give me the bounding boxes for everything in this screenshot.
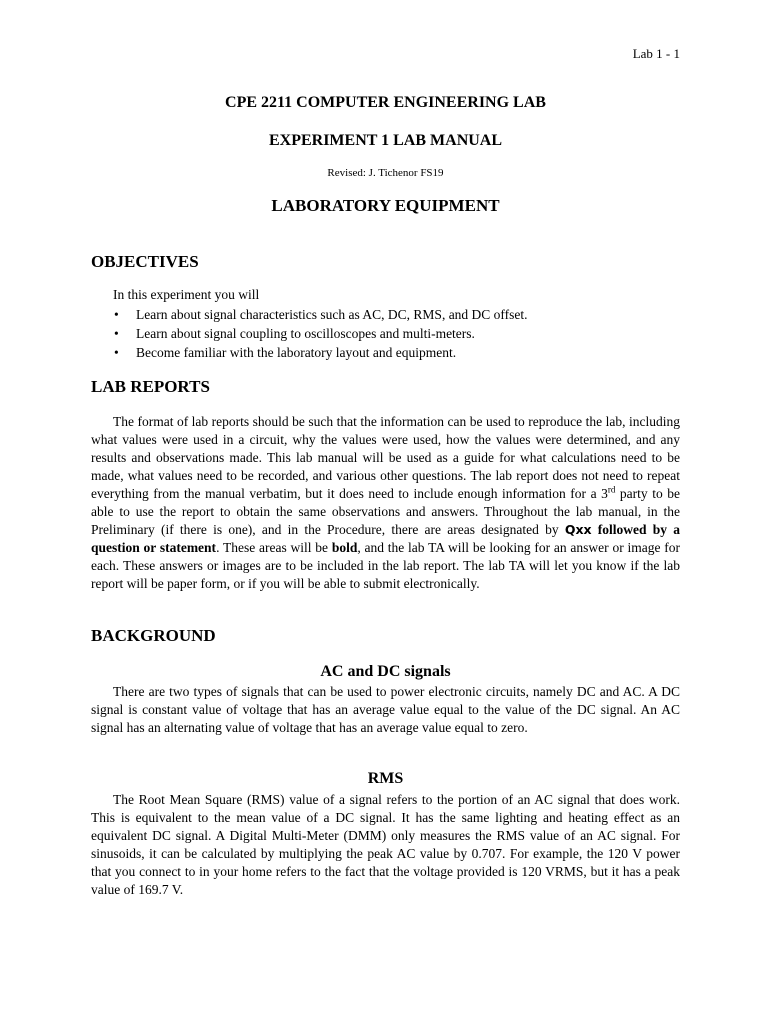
lab-reports-text-3: . These areas will be [216, 540, 332, 555]
lab-reports-text-4: , and the lab TA will be looking for an answer or image for each. These answers or images are to be included in the lab report. The lab TA will let you know if the lab report will be paper form, or if you will be able to submit electronically. [91, 540, 680, 591]
page-number: Lab 1 - 1 [632, 46, 680, 61]
course-title: CPE 2211 COMPUTER ENGINEERING LAB [225, 94, 546, 111]
lab-reports-paragraph [91, 413, 680, 593]
list-item [113, 324, 528, 343]
topic-title: LABORATORY EQUIPMENT [271, 196, 500, 215]
qxx-marker: Qxx [564, 522, 592, 537]
objectives-heading: OBJECTIVES [91, 252, 199, 271]
objective-text: Learn about signal characteristics such as AC, DC, RMS, and DC offset. [136, 307, 528, 322]
bullet-icon: • [114, 326, 119, 341]
background-heading: BACKGROUND [91, 626, 216, 645]
acdc-paragraph: There are two types of signals that can be used to power electronic circuits, namely DC and AC. A DC signal is constant value of voltage that has an average value equal to the value of the DC signal. An AC signal has an alternating value of voltage that has an average value equal to zero. [91, 684, 680, 735]
bold-word: bold [331, 540, 358, 555]
objectives-intro: In this experiment you will [113, 287, 260, 302]
bold-phrase: followed by a question or statement [91, 522, 680, 555]
experiment-title: EXPERIMENT 1 LAB MANUAL [268, 132, 503, 149]
document-page [91, 0, 680, 1024]
list-item [113, 305, 528, 324]
list-item [113, 343, 528, 362]
lab-reports-text-2: party to be able to use the report to obtain the same observations and answers. Throughout the lab manual, in the Preliminary (if there is one), and in the Procedure, there are areas designated by [91, 486, 680, 537]
bullet-icon: • [114, 307, 119, 322]
objective-text: Learn about signal coupling to oscilloscopes and multi-meters. [136, 326, 475, 341]
lab-reports-heading: LAB REPORTS [91, 377, 210, 396]
revision-note: Revised: J. Tichenor FS19 [327, 167, 444, 179]
rms-heading: RMS [367, 770, 404, 787]
ordinal-suffix: rd [607, 484, 616, 495]
objectives-list [113, 305, 528, 362]
rms-paragraph: The Root Mean Square (RMS) value of a signal refers to the portion of an AC signal that does work. This is equivalent to the mean value of a DC signal. It has the same lighting and heating effect as an equivalent DC signal. A Digital Multi-Meter (DMM) only measures the RMS value of an AC signal. For sinusoids, it can be calculated by multiplying the peak AC value by 0.707. For example, the 120 V power that you connect to in your home refers to the fact that the voltage provided is 120 VRMS, but it has a peak value of 169.7 V. [91, 792, 680, 897]
objective-text: Become familiar with the laboratory layout and equipment. [136, 345, 457, 360]
bullet-icon: • [114, 345, 119, 360]
acdc-heading: AC and DC signals [320, 663, 451, 680]
lab-reports-text-1: The format of lab reports should be such that the information can be used to reproduce the lab, including what values were used in a circuit, why the values were used, how the values were determined, and any results and observations made. This lab manual will be used as a guide for what calculations need to be made, what values need to be recorded, and various other questions. The lab report does not need to repeat everything from the manual verbatim, but it does need to include enough information for a 3 [91, 414, 680, 501]
